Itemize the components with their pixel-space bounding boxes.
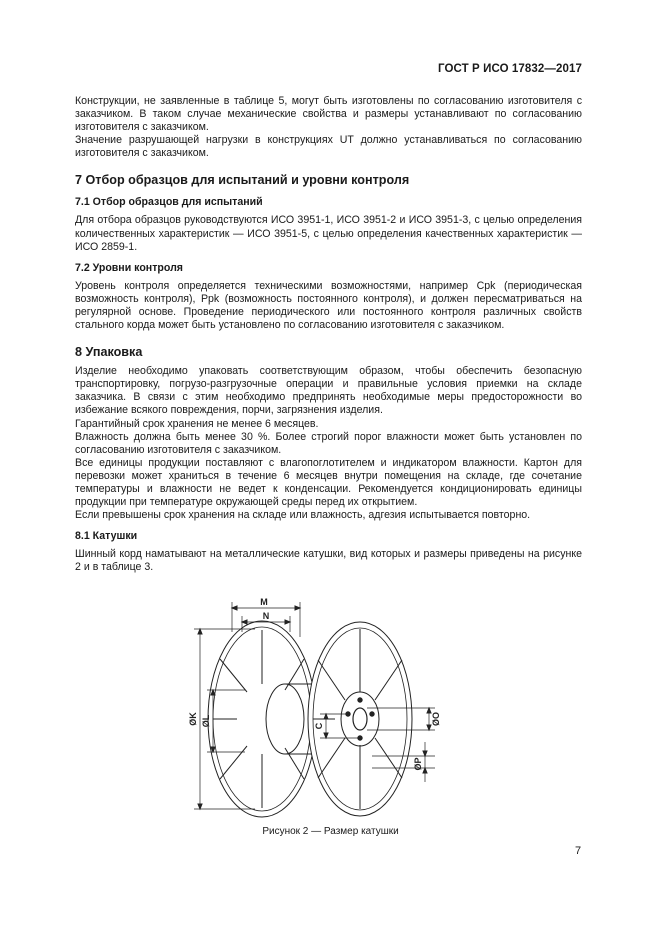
label-c: C (314, 722, 324, 730)
section-8-paragraph-4: Все единицы продукции поставляют с влагопоглотителем и индикатором влажности. Картон для перевозки может храниться в течение 6 месяцев внутри помещения на складе, где сочетание температуры и влажности не ведет к конденсации. Рекомендуется кондиционировать единицы продукции при температуре окружающей среды перед их открытием. (75, 456, 582, 509)
section-8-paragraph-2: Гарантийный срок хранения не менее 6 месяцев. (75, 417, 319, 430)
page-content (75, 95, 582, 574)
label-m: M (260, 597, 268, 607)
spool-drawing (185, 592, 445, 824)
label-o: ØO (431, 711, 441, 727)
section-8-1-heading: 8.1 Катушки (75, 530, 138, 543)
section-8-1-text: Шинный корд наматывают на металлические катушки, вид которых и размеры приведены на рисунке 2 и в таблице 3. (75, 548, 582, 574)
label-n: N (262, 611, 270, 621)
label-k: ØK (188, 712, 198, 726)
section-7-1-heading: 7.1 Отбор образцов для испытаний (75, 196, 263, 209)
section-8-paragraph-5: Если превышены срок хранения на складе или влажность, адгезия испытывается повторно. (75, 509, 531, 522)
spool-figure (185, 592, 445, 824)
page-number: 7 (575, 845, 582, 857)
section-8-paragraph-1: Изделие необходимо упаковать соответствующим образом, чтобы обеспечить безопасную транспортировку, погрузо-разгрузочные операции и правильные условия приемки на складе заказчика. В связи с этим необходимо предпринять необходимые меры предосторожности во избежание всякого повреждения, порчи, загрязнения изделия. (75, 365, 582, 417)
section-7-1-text: Для отбора образцов руководствуются ИСО 3951-1, ИСО 3951-2 и ИСО 3951-3, с целью определения количественных характеристик — ИСО 3951-5, с целью определения качественных характеристик — ИСО 2859-1. (75, 214, 582, 253)
document-code: ГОСТ Р ИСО 17832—2017 (437, 63, 582, 75)
barrel-back (266, 684, 304, 754)
label-p: ØP (413, 757, 423, 771)
label-l: ØL (201, 714, 211, 728)
section-7-heading: 7 Отбор образцов для испытаний и уровни контроля (75, 173, 410, 188)
figure-caption: Рисунок 2 — Размер катушки (262, 826, 399, 837)
section-7-2-text: Уровень контроля определяется техническими возможностями, например Cpk (периодическая возможность контроля), Ppk (возможность постоянного контроля), и должен пересматриваться на регулярной основе. Проведение периодического или постоянного контроля различных свойств стального корда может быть установлено по согласованию изготовителя с заказчиком. (75, 279, 582, 332)
intro-paragraph-1: Конструкции, не заявленные в таблице 5, могут быть изготовлены по согласованию изготовителя с заказчиком. В таком случае механические свойства и размеры устанавливают по согласованию изготовителя с заказчиком. (75, 95, 582, 134)
section-8-heading: 8 Упаковка (75, 345, 143, 360)
section-7-2-heading: 7.2 Уровни контроля (75, 261, 183, 274)
section-8-paragraph-3: Влажность должна быть менее 30 %. Более строгий порог влажности может быть установлен по согласованию изготовителя с заказчиком. (75, 430, 582, 456)
intro-paragraph-2: Значение разрушающей нагрузки в конструкциях UT должно устанавливаться по согласованию изготовителя с заказчиком. (75, 134, 582, 160)
